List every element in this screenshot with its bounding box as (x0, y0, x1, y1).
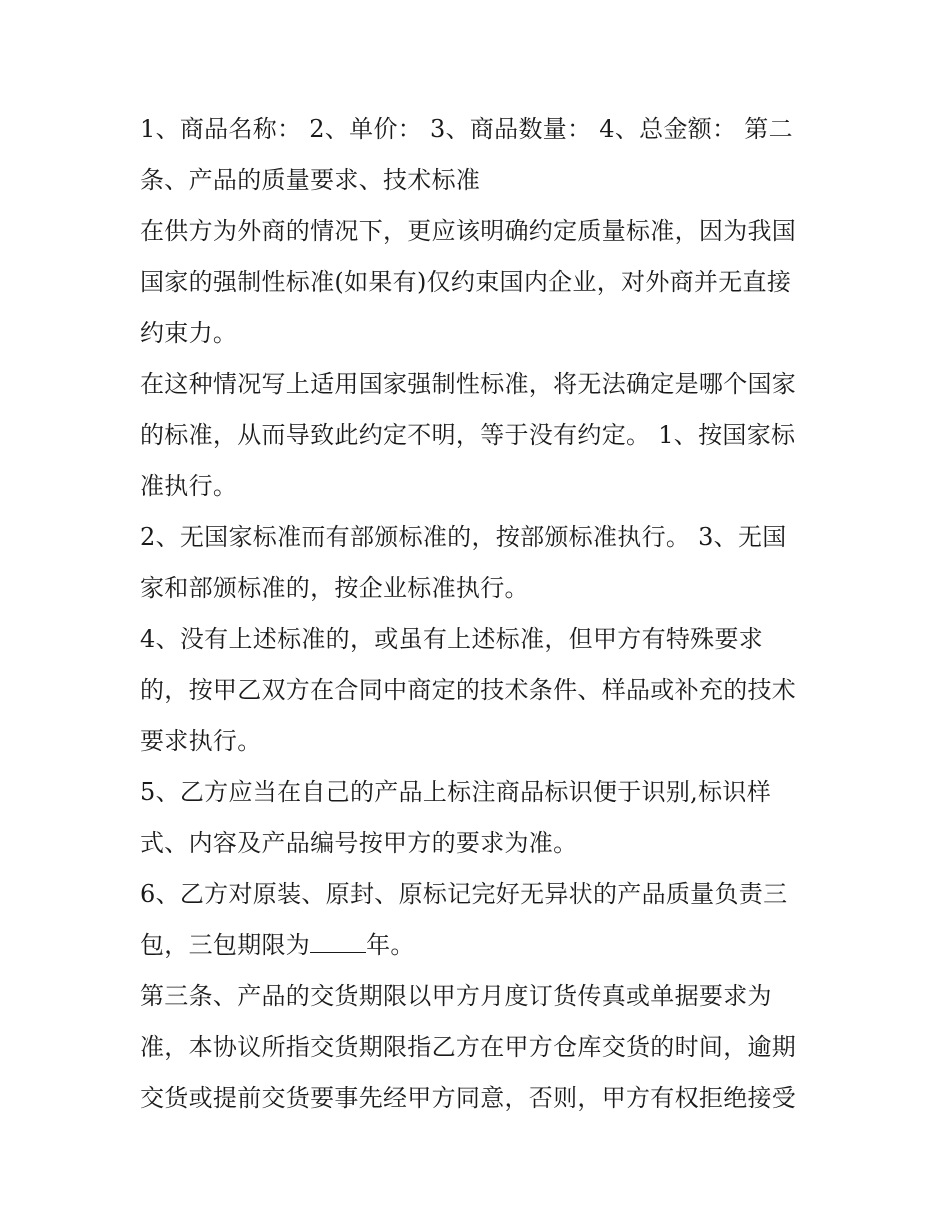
text-line: 家和部颁标准的，按企业标准执行。 (140, 574, 529, 602)
text-line: 条、产品的质量要求、技术标准 (140, 166, 481, 194)
text-line: 式、内容及产品编号按甲方的要求为准。 (140, 829, 578, 857)
text-line: 国家的强制性标准(如果有)仅约束国内企业，对外商并无直接 (140, 268, 792, 296)
text-line: 5、乙方应当在自己的产品上标注商品标识便于识别,标识样 (140, 778, 771, 806)
text-line: 1、商品名称： 2、单价： 3、商品数量： 4、总金额： 第二 (140, 115, 793, 143)
document-body (140, 104, 820, 1124)
text-line: 交货或提前交货要事先经甲方同意，否则，甲方有权拒绝接受 (140, 1084, 797, 1112)
text-line: 的标准，从而导致此约定不明，等于没有约定。 1、按国家标 (140, 421, 796, 449)
text-line: 在这种情况写上适用国家强制性标准，将无法确定是哪个国家 (140, 370, 797, 398)
warranty-years-blank (310, 932, 366, 953)
text-line: 在供方为外商的情况下，更应该明确约定质量标准，因为我国 (140, 217, 797, 245)
text-line: 第三条、产品的交货期限以甲方月度订货传真或单据要求为 (140, 982, 772, 1010)
warranty-line (140, 920, 820, 971)
warranty-suffix: 年。 (366, 931, 415, 959)
text-line: 约束力。 (140, 319, 238, 347)
text-line: 2、无国家标准而有部颁标准的，按部颁标准执行。 3、无国 (140, 523, 787, 551)
text-line: 要求执行。 (140, 727, 262, 755)
text-line: 准执行。 (140, 472, 238, 500)
text-line: 准，本协议所指交货期限指乙方在甲方仓库交货的时间，逾期 (140, 1033, 797, 1061)
text-line: 6、乙方对原装、原封、原标记完好无异状的产品质量负责三 (140, 880, 788, 908)
warranty-prefix: 包，三包期限为 (140, 931, 311, 959)
text-line: 的，按甲乙双方在合同中商定的技术条件、样品或补充的技术 (140, 676, 797, 704)
text-line: 4、没有上述标准的，或虽有上述标准，但甲方有特殊要求 (140, 625, 764, 653)
